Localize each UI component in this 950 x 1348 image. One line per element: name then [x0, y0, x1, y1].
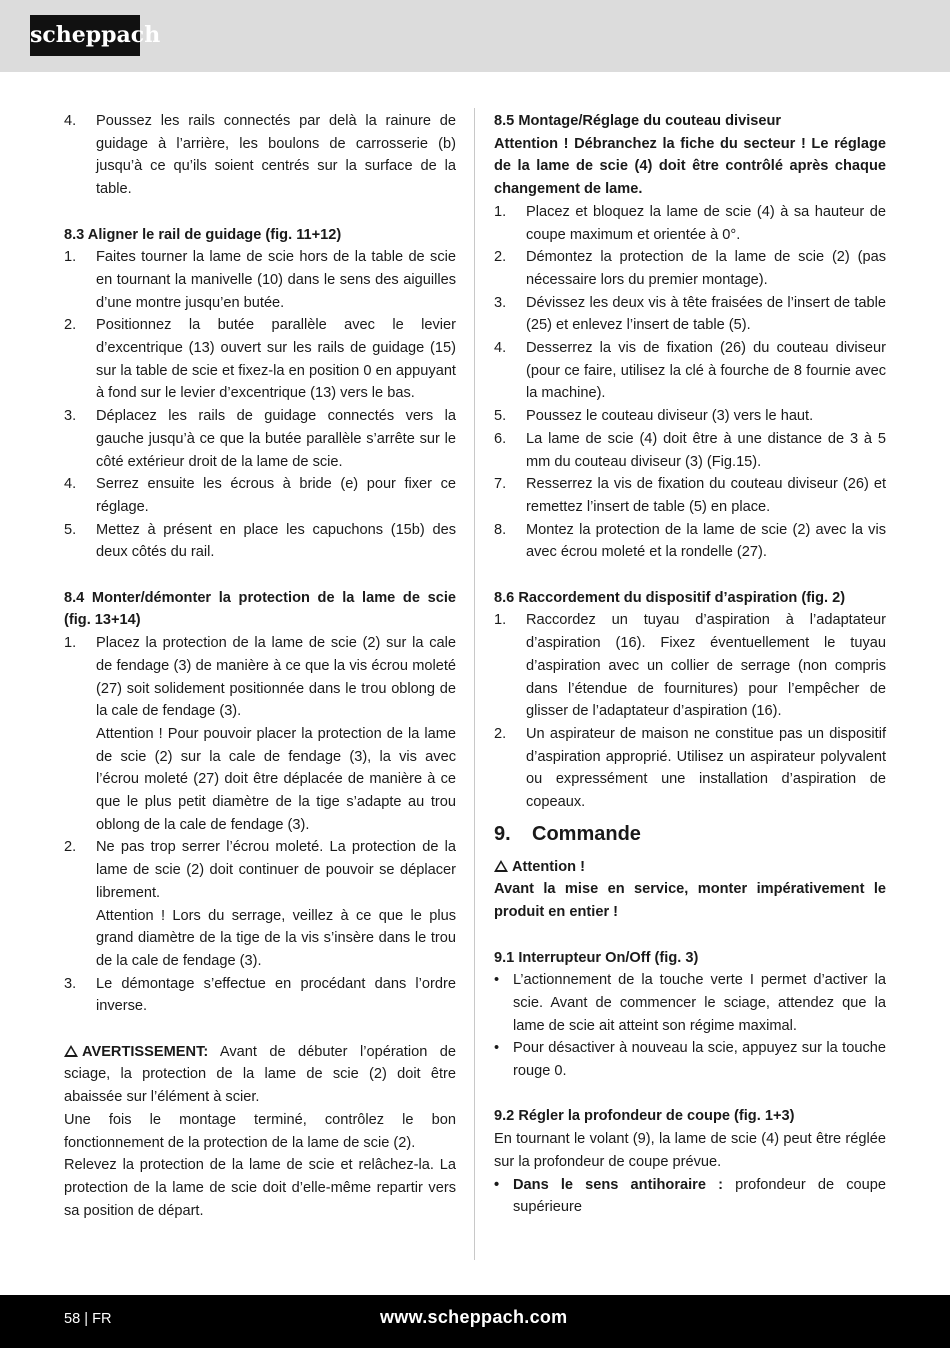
attention-heading — [494, 856, 886, 879]
list-item — [494, 473, 886, 518]
item-number: 3. — [64, 408, 77, 425]
item-number: 7. — [494, 476, 507, 493]
left-column — [64, 110, 456, 1222]
item-text: Poussez les rails connectés par delà la rainure de guidage à l’arrière, les boulons de carrosserie (b) jusqu’à ce qu’ils soient centrés sur la surface de la table. — [96, 113, 456, 198]
list-item — [494, 246, 886, 291]
bullet-glyph: • — [494, 1040, 500, 1057]
item-number: 2. — [64, 317, 77, 334]
page-number: 58 | FR — [64, 1311, 112, 1327]
list-item — [494, 519, 886, 564]
list-item — [494, 292, 886, 337]
section-heading-9 — [494, 820, 886, 848]
page-footer — [0, 1295, 950, 1348]
right-column — [494, 110, 886, 1219]
list-item — [64, 314, 456, 405]
section-heading-8-3: 8.3 Aligner le rail de guidage (fig. 11+12) — [64, 226, 342, 243]
item-number: 8. — [494, 521, 507, 538]
item-note: Attention ! Lors du serrage, veillez à ce que le plus grand diamètre de la tige de la vis s’insère dans le trou de la cale de fendage (3). — [96, 907, 456, 969]
section-heading-9-1: 9.1 Interrupteur On/Off (fig. 3) — [494, 949, 699, 966]
list-item — [494, 337, 886, 405]
item-number: 4. — [64, 113, 77, 129]
bullet-item — [494, 1174, 886, 1219]
item-text: Placez la protection de la lame de scie (2) sur la cale de fendage (3) de manière à ce que la vis écrou moleté (27) soit solidement positionnée dans le trou oblong de la cale de fendage (3). — [96, 635, 456, 720]
warning-label: AVERTISSEMENT: — [82, 1043, 209, 1060]
list-item — [64, 973, 456, 1018]
item-number: 4. — [494, 340, 507, 357]
item-number: 1. — [494, 612, 507, 629]
item-text: Resserrez la vis de fixation du couteau diviseur (26) et remettez l’insert de table (5) en place. — [526, 476, 886, 515]
list-item — [64, 246, 456, 314]
item-number: 1. — [494, 203, 507, 220]
paragraph: En tournant le volant (9), la lame de scie (4) peut être réglée sur la profondeur de coupe prévue. — [494, 1131, 886, 1170]
section-heading-8-4: 8.4 Monter/démonter la protection de la lame de scie (fig. 13+14) — [64, 589, 456, 629]
warning-paragraph — [64, 1041, 456, 1109]
item-text: Faites tourner la lame de scie hors de la table de scie en tournant la manivelle (10) dans le sens des aiguilles d’une montre jusqu’en butée. — [96, 249, 456, 311]
item-number: 2. — [494, 725, 507, 742]
item-number: 6. — [494, 430, 507, 447]
list-item — [494, 723, 886, 814]
item-number: 3. — [64, 975, 77, 992]
section-heading-8-5: 8.5 Montage/Réglage du couteau diviseur — [494, 113, 782, 129]
section-heading-9-2: 9.2 Régler la profondeur de coupe (fig. 1+3) — [494, 1108, 795, 1125]
list-item — [494, 609, 886, 723]
item-text: Mettez à présent en place les capuchons (15b) des deux côtés du rail. — [96, 521, 456, 561]
list-item — [494, 201, 886, 246]
item-text: Serrez ensuite les écrous à bride (e) pour fixer ce réglage. — [96, 476, 456, 515]
item-number: 4. — [64, 476, 77, 493]
page-header — [0, 0, 950, 72]
item-text: Un aspirateur de maison ne constitue pas un dispositif d’aspiration approprié. Utilisez un aspirateur polyvalent ou expressément une installation d’aspiration de copeaux. — [526, 725, 886, 811]
item-number: 1. — [64, 635, 77, 652]
item-text: Déplacez les rails de guidage connectés vers la gauche jusqu’à ce que la butée parallèle s’arrête sur le côté extérieur droit de la lame de scie. — [96, 408, 456, 470]
attention-note: Attention ! Débranchez la fiche du secteur ! Le réglage de la lame de scie (4) doit être contrôlé après chaque changement de lame. — [494, 135, 886, 198]
website-link[interactable]: www.scheppach.com — [380, 1307, 568, 1327]
warning-text: Avant de débuter l’opération de sciage, la protection de la lame de scie (2) doit être abaissée sur l’élément à scier. — [64, 1043, 456, 1106]
item-text: Montez la protection de la lame de scie (2) avec la vis avec écrou moleté et la rondelle (27). — [526, 521, 886, 561]
item-text: Dévissez les deux vis à tête fraisées de l’insert de table (25) et enlevez l’insert de table (5). — [526, 294, 886, 334]
list-item — [64, 405, 456, 473]
item-number: 5. — [494, 408, 507, 425]
item-text: Placez et bloquez la lame de scie (4) à sa hauteur de coupe maximum et orientée à 0°. — [526, 203, 886, 243]
item-text: Démontez la protection de la lame de scie (2) (pas nécessaire lors du premier montage). — [526, 249, 886, 288]
bullet-glyph: • — [494, 1176, 500, 1193]
item-number: 5. — [64, 521, 77, 538]
list-item — [494, 428, 886, 473]
section-heading-8-6: 8.6 Raccordement du dispositif d’aspiration (fig. 2) — [494, 589, 846, 606]
list-item — [64, 473, 456, 518]
item-text: Positionnez la butée parallèle avec le levier d’excentrique (13) ouvert sur les rails de guidage (15) sur la table de scie et fixez-la en position 0 en appuyant à fond sur le levier d’excentrique (13) vers le bas. — [96, 317, 456, 402]
bullet-text: L’actionnement de la touche verte I permet d’activer la scie. Avant de commencer le sciage, attendez que la lame de scie ait atteint son régime maximal. — [513, 972, 886, 1034]
item-number: 3. — [494, 294, 507, 311]
scheppach-logo: scheppach — [30, 15, 140, 56]
section-title: Commande — [532, 822, 641, 845]
bullet-item — [494, 1037, 886, 1082]
item-text: Poussez le couteau diviseur (3) vers le haut. — [526, 408, 814, 425]
column-divider — [474, 108, 475, 1260]
item-text: Le démontage s’effectue en procédant dans l’ordre inverse. — [96, 975, 456, 1015]
list-item — [64, 110, 456, 201]
item-number: 2. — [64, 839, 77, 856]
bullet-text: profondeur de coupe supérieure — [513, 1176, 886, 1216]
list-item — [64, 836, 456, 972]
item-text: La lame de scie (4) doit être à une distance de 3 à 5 mm du couteau diviseur (3) (Fig.15). — [526, 430, 886, 470]
attention-text: Avant la mise en service, monter impérativement le produit en entier ! — [494, 881, 886, 921]
warning-paragraph-2: Une fois le montage terminé, contrôlez le bon fonctionnement de la protection de la lame de scie (2). — [64, 1111, 456, 1151]
list-item — [64, 632, 456, 836]
item-text: Raccordez un tuyau d’aspiration à l’adaptateur d’aspiration (16). Fixez éventuellement le tuyau d’aspiration avec un collier de serrage (non compris dans l’étendue de fournitures) pour l’empêcher de glisser de l’adaptateur d’aspiration (16). — [526, 612, 886, 720]
item-text: Desserrez la vis de fixation (26) du couteau diviseur (pour ce faire, utilisez la clé à fourche de 8 fournie avec la machine). — [526, 340, 886, 402]
warning-paragraph-3: Relevez la protection de la lame de scie et relâchez-la. La protection de la lame de scie doit d’elle-même repartir vers sa position de départ. — [64, 1157, 456, 1219]
bullet-glyph: • — [494, 972, 500, 989]
bullet-bold: Dans le sens antihoraire : — [513, 1176, 723, 1193]
list-item — [64, 519, 456, 564]
item-text: Ne pas trop serrer l’écrou moleté. La protection de la lame de scie (2) doit continuer de pouvoir se déplacer librement. — [96, 839, 456, 901]
warning-triangle-icon — [494, 860, 508, 872]
item-number: 1. — [64, 249, 77, 266]
section-number: 9. — [494, 822, 511, 845]
item-number: 2. — [494, 249, 507, 266]
attention-label: Attention ! — [512, 858, 585, 875]
item-note: Attention ! Pour pouvoir placer la protection de la lame de scie (2) sur la cale de fendage (3), la vis avec l’écrou moleté (27) doit être déplacée de manière à ce que le plus petit diamètre de la tige s’adapte au trou oblong de la cale de fendage (3). — [96, 725, 456, 833]
bullet-item — [494, 969, 886, 1037]
bullet-text: Pour désactiver à nouveau la scie, appuyez sur la touche rouge 0. — [513, 1040, 886, 1080]
warning-triangle-icon — [64, 1045, 78, 1057]
list-item — [494, 405, 886, 428]
